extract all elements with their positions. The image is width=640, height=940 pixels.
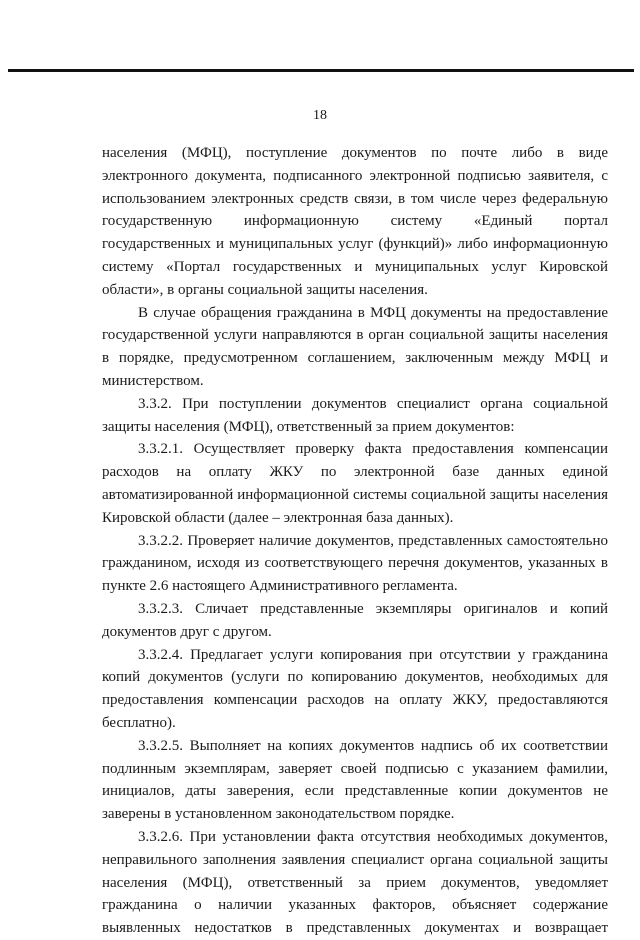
paragraph-3-3-2-4: 3.3.2.4. Предлагает услуги копирования при отсутствии у гражданина копий документов (услуги по копированию документов, необходимых для предоставления компенсации расходов на оплату ЖКУ, предоставляются бесплатно). xyxy=(102,646,608,731)
paragraph-3-3-2-3: 3.3.2.3. Сличает представленные экземпляры оригиналов и копий документов друг с другом. xyxy=(102,600,608,640)
paragraph-3-3-2-1: 3.3.2.1. Осуществляет проверку факта предоставления компенсации расходов на оплату ЖКУ по электронной базе данных единой автоматизированной информационной системы социальной защиты населения Кировской области (далее – электронная база данных). xyxy=(102,441,608,526)
document-body xyxy=(102,142,608,940)
paragraph-3-3-2: 3.3.2. При поступлении документов специалист органа социальной защиты населения (МФЦ), ответственный за прием документов: xyxy=(102,395,608,435)
paragraph-mfc-case: В случае обращения гражданина в МФЦ документы на предоставление государственной услуги направляются в орган социальной защиты населения в порядке, предусмотренном соглашением, заключенным между МФЦ и министерством. xyxy=(102,304,608,389)
paragraph-continuation: населения (МФЦ), поступление документов по почте либо в виде электронного документа, подписанного электронной подписью заявителя, с использованием электронных средств связи, в том числе через федеральную государственную информационную систему «Единый портал государственных и муниципальных услуг (функций)» либо информационную систему «Портал государственных и муниципальных услуг Кировской области», в органы социальной защиты населения. xyxy=(102,145,608,298)
paragraph-3-3-2-6: 3.3.2.6. При установлении факта отсутствия необходимых документов, неправильного заполнения заявления специалист органа социальной защиты населения (МФЦ), ответственный за прием документов, уведомляет гражданина о наличии указанных факторов, объясняет содержание выявленных недостатков в представленных документах и возвращает xyxy=(102,828,608,937)
header-rule xyxy=(8,69,634,72)
paragraph-3-3-2-5: 3.3.2.5. Выполняет на копиях документов надпись об их соответствии подлинным экземплярам, заверяет своей подписью с указанием фамилии, инициалов, даты заверения, если представленные копии документов не заверены в установленном законодательством порядке. xyxy=(102,737,608,823)
page-number: 18 xyxy=(313,108,327,123)
paragraph-3-3-2-2: 3.3.2.2. Проверяет наличие документов, представленных самостоятельно гражданином, исходя из соответствующего перечня документов, указанных в пункте 2.6 настоящего Административного регламента. xyxy=(102,532,608,595)
